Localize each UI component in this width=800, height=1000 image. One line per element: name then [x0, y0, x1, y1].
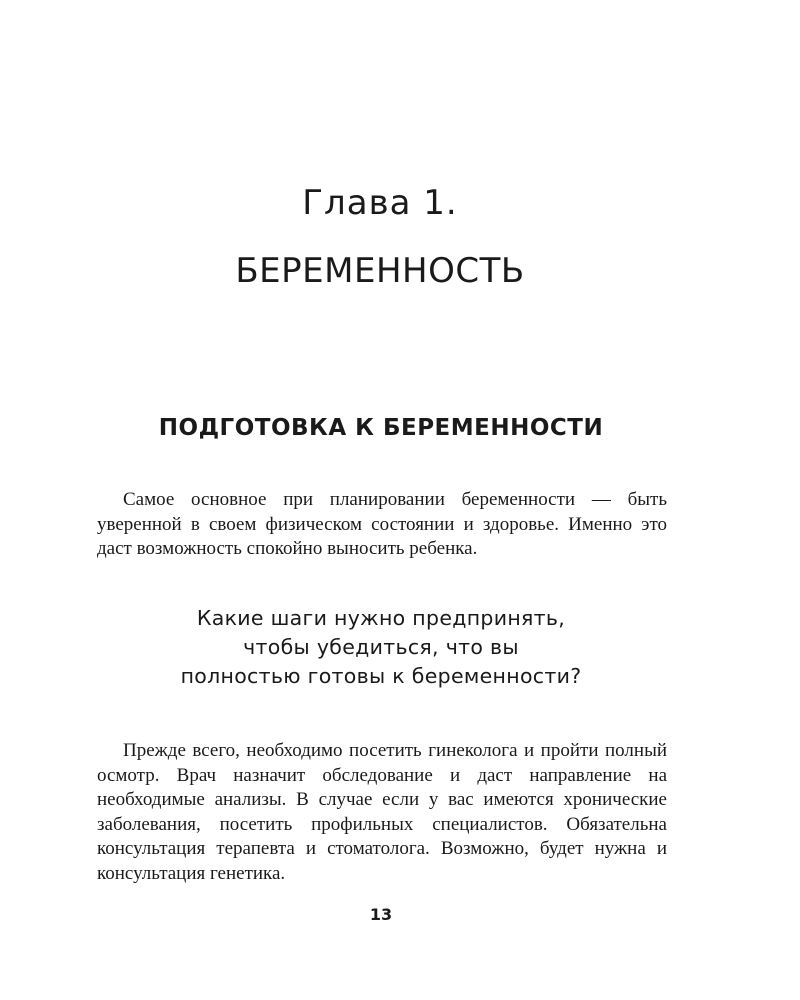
chapter-label: Глава 1.: [302, 182, 458, 223]
question-heading: [0, 604, 762, 691]
question-line-2: чтобы убедиться, что вы: [243, 635, 519, 659]
page-number: 13: [369, 905, 393, 924]
intro-paragraph: Самое основное при планировании беременности — быть уверенной в своем физическом состоянии и здоровье. Именно это даст возможность спокойно выносить ребенка.: [97, 489, 667, 559]
question-line-1: Какие шаги нужно предпринять,: [196, 606, 566, 630]
answer-paragraph: Прежде всего, необходимо посетить гинеколога и пройти полный осмотр. Врач назначит обследование и даст направление на необходимые анализы. В случае если у вас имеются хронические заболевания, посетить профильных специалистов. Обязательна консультация терапевта и стоматолога. Возможно, будет нужна и консультация генетика.: [97, 740, 667, 884]
section-title: ПОДГОТОВКА К БЕРЕМЕННОСТИ: [158, 415, 604, 442]
chapter-title: БЕРЕМЕННОСТЬ: [235, 250, 525, 291]
question-line-3: полностью готовы к беременности?: [180, 664, 582, 688]
